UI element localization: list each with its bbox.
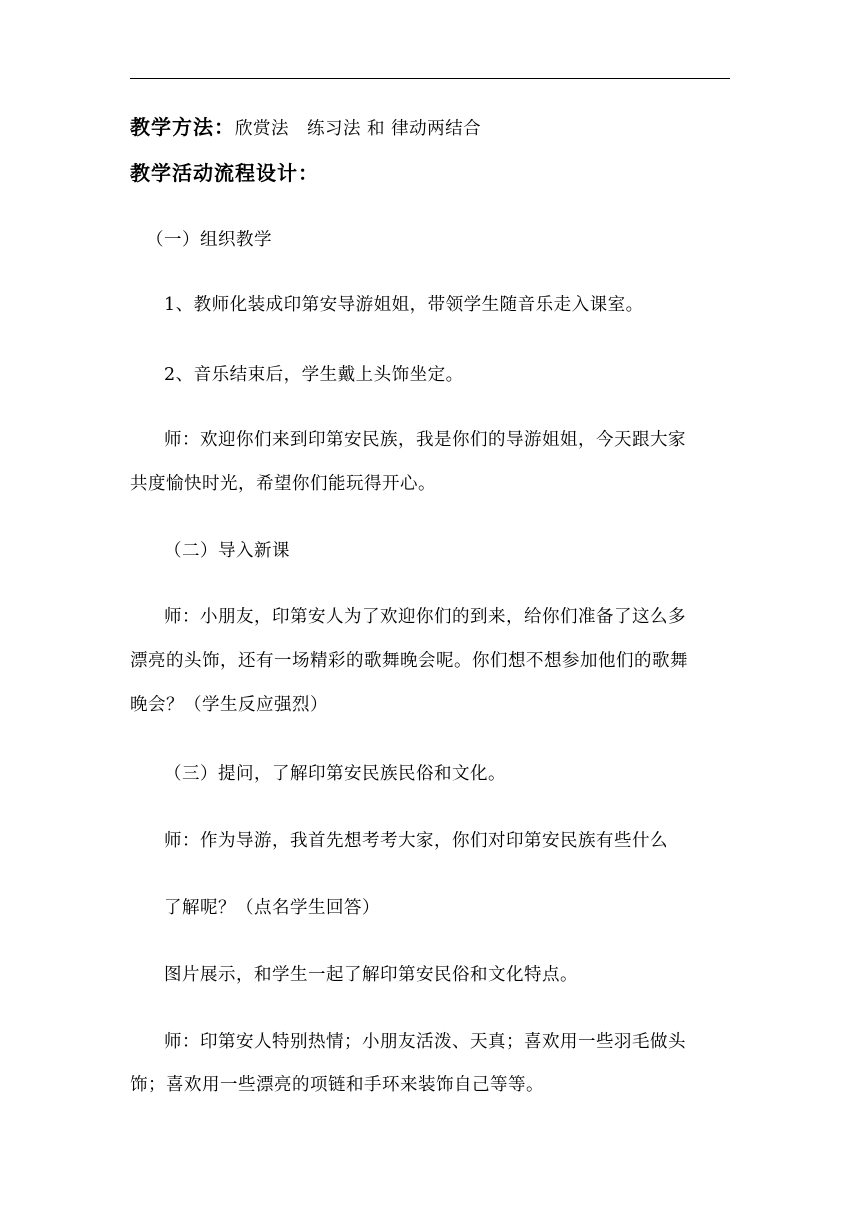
teaching-methods-label: 教学方法：	[130, 115, 235, 139]
paragraph-line: 师：印第安人特别热情；小朋友活泼、天真；喜欢用一些羽毛做头	[164, 1032, 686, 1052]
section-2-heading: （二）导入新课	[164, 541, 290, 561]
paragraph-line: 图片展示，和学生一起了解印第安民俗和文化特点。	[164, 965, 578, 985]
teaching-methods	[130, 117, 730, 139]
paragraph-line: 共度愉快时光，希望你们能玩得开心。	[130, 474, 436, 494]
paragraph-line: 漂亮的头饰，还有一场精彩的歌舞晚会呢。你们想不想参加他们的歌舞	[130, 651, 688, 671]
paragraph-line: 师：欢迎你们来到印第安民族，我是你们的导游姐姐，今天跟大家	[164, 430, 686, 450]
teaching-methods-value: 欣赏法 练习法 和 律动两结合	[235, 119, 482, 139]
paragraph-line: 晚会？（学生反应强烈）	[130, 695, 328, 715]
paragraph-line: 了解呢？（点名学生回答）	[164, 898, 380, 918]
flow-heading: 教学活动流程设计：	[130, 161, 319, 185]
paragraph-line: 1、教师化装成印第安导游姐姐，带领学生随音乐走入课室。	[164, 295, 644, 315]
section-3-heading: （三）提问，了解印第安民族民俗和文化。	[164, 764, 506, 784]
paragraph-line: 饰；喜欢用一些漂亮的项链和手环来装饰自己等等。	[130, 1075, 544, 1095]
paragraph-line: 师：小朋友，印第安人为了欢迎你们的到来，给你们准备了这么多	[164, 607, 686, 627]
section-1-heading: （一）组织教学	[146, 230, 272, 250]
header-rule	[130, 78, 730, 79]
paragraph-line: 师：作为导游，我首先想考考大家，你们对印第安民族有些什么	[164, 831, 668, 851]
paragraph-line: 2、音乐结束后，学生戴上头饰坐定。	[164, 365, 464, 385]
